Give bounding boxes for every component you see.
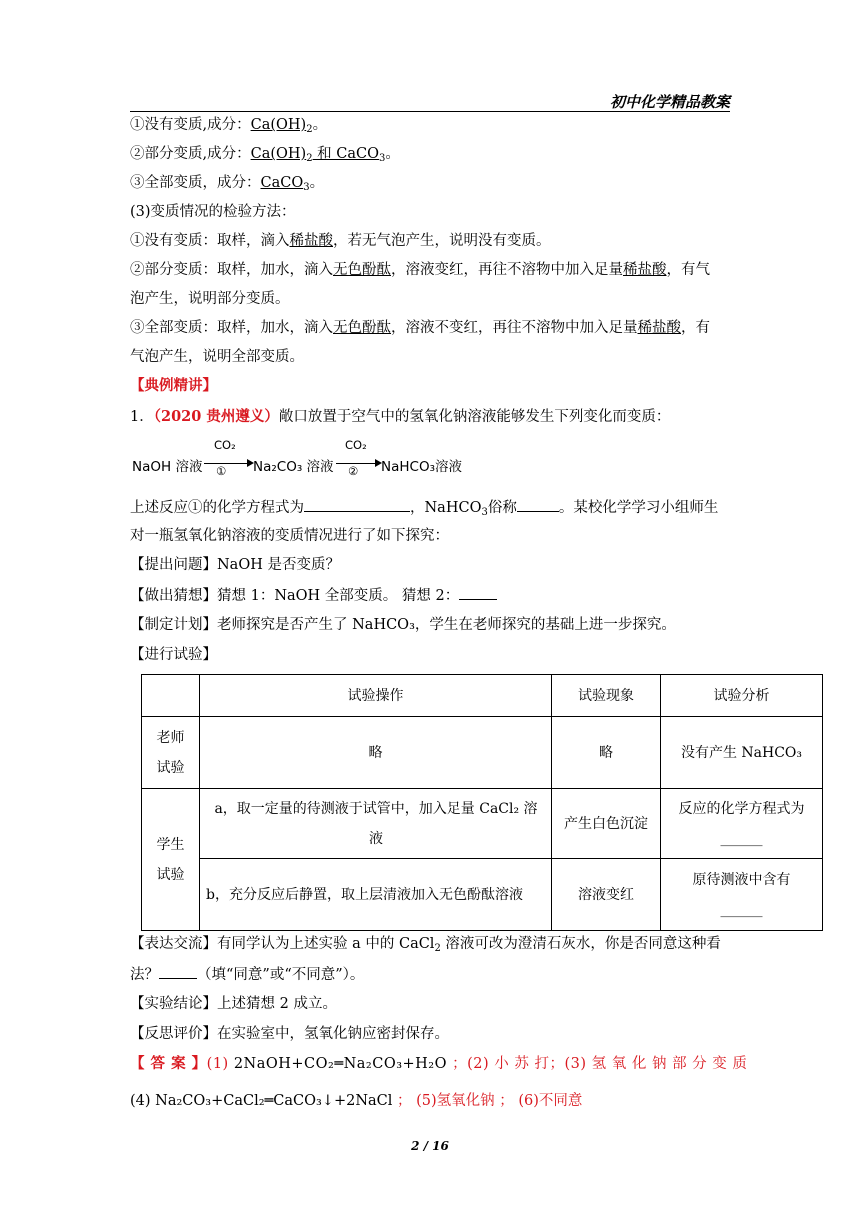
text-line-p9: 【实验结论】上述猜想 2 成立。 [130, 996, 337, 1012]
text-line-6: ②部分变质：取样，加水，滴入无色酚酞，溶液变红，再往不溶物中加入足量稀盐酸，有气 [130, 262, 710, 278]
reaction-scheme [132, 440, 472, 482]
scheme-end: NaHCO₃溶液 [381, 459, 462, 475]
teacher-analysis: 没有产生 NaHCO₃ [680, 744, 803, 761]
text-line-p7: 【表达交流】有同学认为上述实验 a 中的 CaCl$_2$ 溶液可改为澄清石灰水，你是否同意这种看 [130, 936, 721, 954]
row-a-analysis: 反应的化学方程式为 ______ [678, 800, 805, 847]
experiment-table [141, 674, 823, 931]
text-line-p6: 【进行试验】 [130, 647, 217, 663]
scheme-mid: Na₂CO₃ 溶液 [253, 459, 334, 475]
answer-line-2: (4) Na₂CO₃+CaCl₂═CaCO₃↓+2NaCl ； (5)氢氧化钠 ； (6)不同意 [130, 1093, 583, 1109]
text-line-7: 泡产生，说明部分变质。 [130, 291, 290, 307]
text-line-p10: 【反思评价】在实验室中，氢氧化钠应密封保存。 [130, 1026, 449, 1042]
text-line-p2: 对一瓶氢氧化钠溶液的变质情况进行了如下探究： [130, 528, 449, 544]
answer-line-1: 【 答 案 】(1) 2NaOH+CO₂═Na₂CO₃+H₂O ；(2) 小 苏 打；(3) 氢 氧 化 钠 部 分 变 质 [130, 1055, 748, 1072]
text-line-p1: 上述反应①的化学方程式为 ，NaHCO$_3$俗称 。某校化学学习小组师生 [130, 497, 718, 518]
text-line-p8: 法？ （填“同意”或“不同意”）。 [130, 964, 364, 985]
text-line-9: 气泡产生，说明全部变质。 [130, 349, 304, 365]
question-line: 1．（2020 贵州遵义）敞口放置于空气中的氢氧化钠溶液能够发生下列变化而变质： [130, 408, 671, 425]
text-line-p5: 【制定计划】老师探究是否产生了 NaHCO₃，学生在老师探究的基础上进一步探究。 [130, 617, 676, 633]
teacher-phenomenon: 略 [599, 744, 613, 761]
scheme-r2-bottom: ② [348, 464, 359, 478]
table-header-analysis: 试验分析 [713, 687, 770, 704]
scheme-r2-top: CO₂ [345, 438, 367, 452]
header-rule [130, 111, 730, 112]
text-line-5: ①没有变质：取样，滴入稀盐酸，若无气泡产生，说明没有变质。 [130, 233, 551, 249]
row-b-phenomenon: 溶液变红 [578, 886, 634, 903]
section-heading: 【典例精讲】 [130, 377, 217, 394]
teacher-label: 老师 试验 [156, 729, 185, 776]
text-line-4: (3)变质情况的检验方法： [130, 204, 296, 220]
scheme-arrow-1 [204, 463, 252, 464]
row-a-phenomenon: 产生白色沉淀 [564, 815, 648, 832]
row-b-operation: b，充分反应后静置，取上层清液加入无色酚酞溶液 [206, 886, 523, 903]
row-a-operation: a，取一定量的待测液于试管中，加入足量 CaCl₂ 溶 液 [214, 800, 538, 847]
row-b-analysis: 原待测液中含有 ______ [692, 871, 791, 918]
text-line-2: ②部分变质,成分：$Ca(OH)_2$ 和 CaCO$_3$。 [130, 146, 400, 164]
text-line-p4: 【做出猜想】猜想 1：NaOH 全部变质。 猜想 2： [130, 585, 497, 606]
text-line-8: ③全部变质：取样，加水，滴入无色酚酞，溶液不变红，再往不溶物中加入足量稀盐酸，有 [130, 320, 710, 336]
header-title: 初中化学精品教案 [609, 93, 730, 111]
table-header-phenomenon: 试验现象 [578, 687, 634, 704]
table-header-operation: 试验操作 [347, 687, 404, 704]
page-number: 2 / 16 [411, 1139, 449, 1153]
teacher-operation: 略 [368, 744, 383, 761]
scheme-start: NaOH 溶液 [132, 459, 203, 475]
student-label: 学生 试验 [156, 836, 185, 883]
text-line-3: ③全部变质，成分：CaCO$_3$。 [130, 175, 325, 193]
scheme-r1-bottom: ① [216, 464, 227, 478]
scheme-r1-top: CO₂ [214, 438, 236, 452]
text-line-1: ①没有变质,成分：$Ca(OH)_2$。 [130, 117, 328, 135]
text-line-p3: 【提出问题】NaOH 是否变质？ [130, 557, 340, 573]
